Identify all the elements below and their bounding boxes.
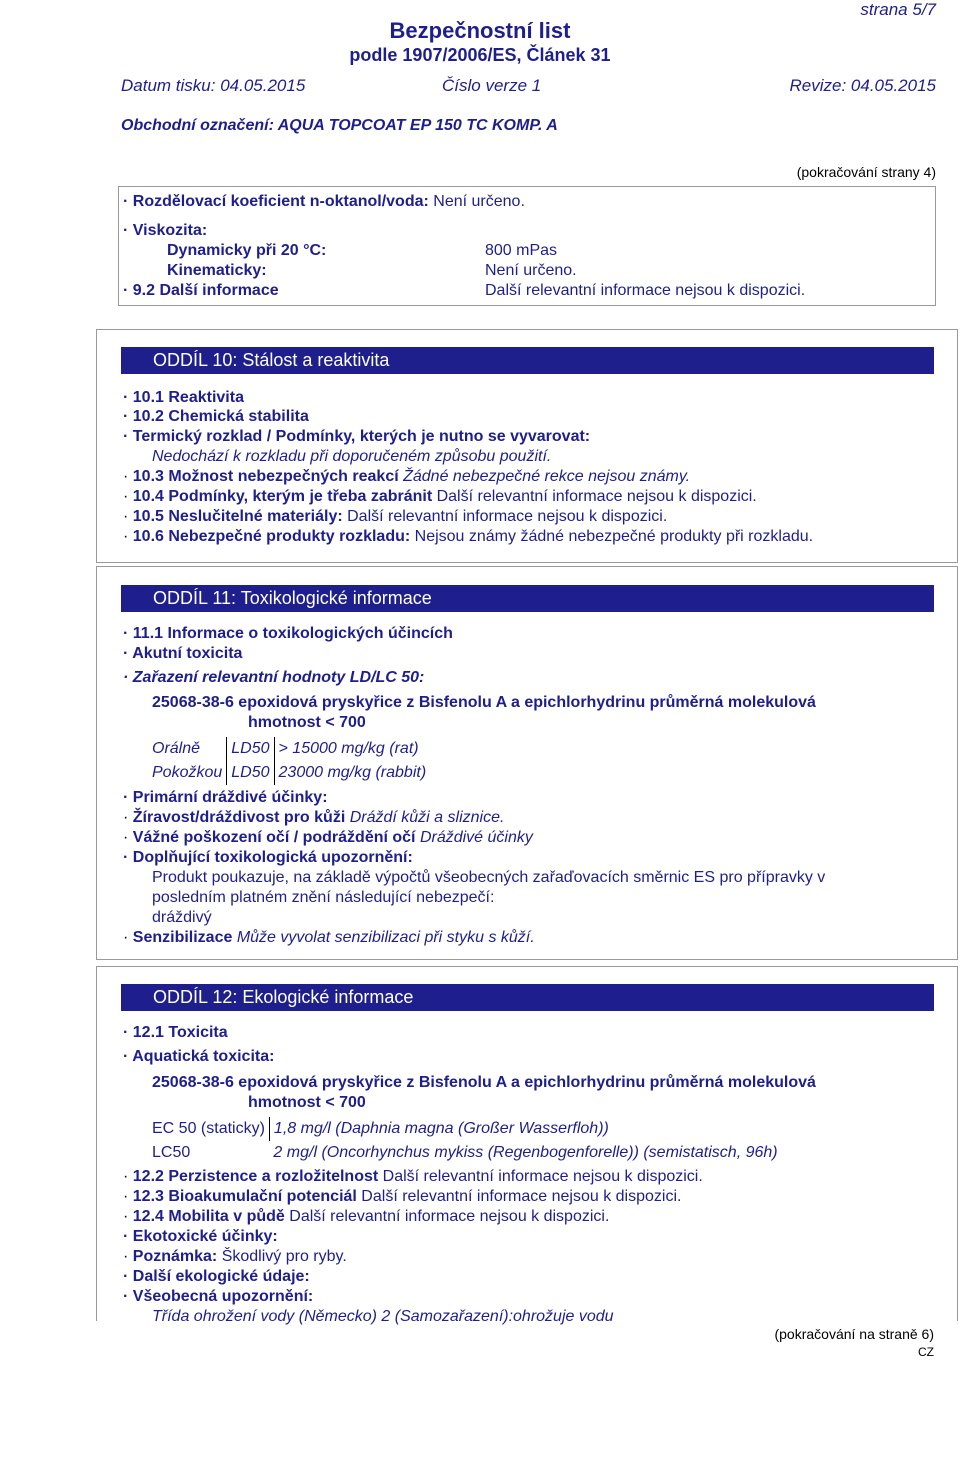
type-cell: LD50 bbox=[227, 737, 274, 761]
dynamic-value: 800 mPas bbox=[485, 242, 558, 259]
type-cell: LC50 bbox=[152, 1144, 191, 1161]
ld-lc50-classification: · Zařazení relevantní hodnoty LD/LC 50: bbox=[123, 669, 424, 687]
table-row bbox=[148, 737, 430, 761]
aquatic-toxicity: · Aquatická toxicita: bbox=[123, 1048, 274, 1066]
primary-irritant-effects: · Primární dráždivé účinky: bbox=[123, 789, 328, 807]
version-number: Číslo verze 1 bbox=[442, 76, 542, 95]
revision-date: Revize: 04.05.2015 bbox=[789, 76, 936, 95]
decomposition-products: · 10.6 Nebezpečné produkty rozkladu: Nejsou známy žádné nebezpečné produkty při rozkladu. bbox=[123, 528, 813, 546]
general-notes: · Všeobecná upozornění: bbox=[123, 1288, 313, 1306]
acute-toxicity: · Akutní toxicita bbox=[123, 645, 242, 663]
eye-damage: · Vážné poškození očí / podráždění očí Dráždivé účinky bbox=[123, 829, 533, 847]
hazardous-reactions: · 10.3 Možnost nebezpečných reakcí Žádné nebezpečné rekce nejsou známy. bbox=[123, 468, 690, 486]
partition-row: · Rozdělovací koeficient n-oktanol/voda: Není určeno. bbox=[123, 193, 525, 211]
value-cell: > 15000 mg/kg (rat) bbox=[278, 740, 419, 757]
thermal-decomposition-value: Nedochází k rozkladu při doporučeném způsobu použití. bbox=[152, 448, 552, 465]
additional-toxicological-info: · Doplňující toxikologická upozornění: bbox=[123, 849, 413, 867]
persistence: · 12.2 Perzistence a rozložitelnost Další relevantní informace nejsou k dispozici. bbox=[123, 1168, 703, 1186]
incompatible-materials: · 10.5 Neslučitelné materiály: Další relevantní informace nejsou k dispozici. bbox=[123, 508, 667, 526]
conditions-to-avoid: · 10.4 Podmínky, kterým je třeba zabránit Další relevantní informace nejsou k dispozici. bbox=[123, 488, 757, 506]
trade-name: Obchodní označení: AQUA TOPCOAT EP 150 TC KOMP. A bbox=[121, 117, 558, 134]
viscosity-label: · Viskozita: bbox=[123, 222, 207, 240]
product-note-line-2: posledním platném znění následující nebezpečí: bbox=[152, 889, 495, 906]
other-info-value: Další relevantní informace nejsou k dispozici. bbox=[485, 282, 806, 299]
thermal-decomposition: · Termický rozklad / Podmínky, kterých je nutno se vyvarovat: bbox=[123, 428, 590, 446]
table-row bbox=[148, 1117, 782, 1141]
table-row bbox=[148, 1141, 782, 1165]
page-number: strana 5/7 bbox=[860, 0, 936, 19]
water-hazard-class: Třída ohrožení vody (Německo) 2 (Samozařazení):ohrožuje vodu bbox=[152, 1308, 614, 1325]
section-10-title: ODDÍL 10: Stálost a reaktivita bbox=[121, 347, 934, 374]
continued-from: (pokračování strany 4) bbox=[796, 164, 936, 180]
reactivity: · 10.1 Reaktivita bbox=[123, 389, 244, 407]
document-subtitle: podle 1907/2006/ES, Článek 31 bbox=[349, 45, 611, 65]
language-code: CZ bbox=[918, 1345, 934, 1359]
kinematic-label: Kinematicky: bbox=[167, 262, 267, 279]
value-cell: 1,8 mg/l (Daphnia magna (Großer Wasserfloh)) bbox=[273, 1120, 609, 1137]
toxicity: · 12.1 Toxicita bbox=[123, 1024, 228, 1042]
value-cell: 23000 mg/kg (rabbit) bbox=[278, 764, 427, 781]
kinematic-value: Není určeno. bbox=[485, 262, 577, 279]
product-note-line-1: Produkt poukazuje, na základě výpočtů všeobecných zařaďovacích směrnic ES pro přípravky v bbox=[152, 869, 826, 886]
chemical-stability: · 10.2 Chemická stabilita bbox=[123, 408, 309, 426]
value-cell: 2 mg/l (Oncorhynchus mykiss (Regenbogenforelle)) (semistatisch, 96h) bbox=[273, 1144, 778, 1161]
mobility-in-soil: · 12.4 Mobilita v půdě Další relevantní informace nejsou k dispozici. bbox=[123, 1208, 609, 1226]
route-cell: Pokožkou bbox=[148, 761, 227, 785]
substance-line-1: 25068-38-6 epoxidová pryskyřice z Bisfenolu A a epichlorhydrinu průměrná molekulová bbox=[152, 694, 816, 711]
ecotoxic-effects: · Ekotoxické účinky: bbox=[123, 1228, 278, 1246]
section-12-title: ODDÍL 12: Ekologické informace bbox=[121, 984, 934, 1011]
other-info-label: · 9.2 Další informace bbox=[123, 282, 279, 300]
product-note-line-3: dráždivý bbox=[152, 909, 212, 926]
skin-corrosion: · Žíravost/dráždivost pro kůži Dráždí kůži a sliznice. bbox=[123, 809, 504, 827]
print-date: Datum tisku: 04.05.2015 bbox=[121, 76, 306, 95]
dynamic-label: Dynamicky při 20 °C: bbox=[167, 242, 327, 259]
sensitization: · Senzibilizace Může vyvolat senzibilizaci při styku s kůží. bbox=[123, 929, 535, 947]
table-row bbox=[148, 761, 430, 785]
bioaccumulation: · 12.3 Bioakumulační potenciál Další relevantní informace nejsou k dispozici. bbox=[123, 1188, 681, 1206]
route-cell: Orálně bbox=[152, 740, 201, 757]
toxicological-effects: · 11.1 Informace o toxikologických účincích bbox=[123, 625, 453, 643]
eco-substance-line-2: hmotnost < 700 bbox=[248, 1094, 366, 1111]
type-cell: EC 50 (staticky) bbox=[148, 1117, 269, 1141]
substance-line-2: hmotnost < 700 bbox=[248, 714, 366, 731]
eco-substance-line-1: 25068-38-6 epoxidová pryskyřice z Bisfenolu A a epichlorhydrinu průměrná molekulová bbox=[152, 1074, 816, 1091]
toxicity-table bbox=[148, 737, 430, 785]
note: · Poznámka: Škodlivý pro ryby. bbox=[123, 1248, 347, 1266]
additional-eco-data: · Další ekologické údaje: bbox=[123, 1268, 310, 1286]
type-cell: LD50 bbox=[227, 761, 274, 785]
continued-to: (pokračování na straně 6) bbox=[774, 1326, 934, 1342]
section-11-title: ODDÍL 11: Toxikologické informace bbox=[121, 585, 934, 612]
eco-toxicity-table bbox=[148, 1117, 782, 1165]
document-title: Bezpečnostní list bbox=[389, 18, 571, 43]
